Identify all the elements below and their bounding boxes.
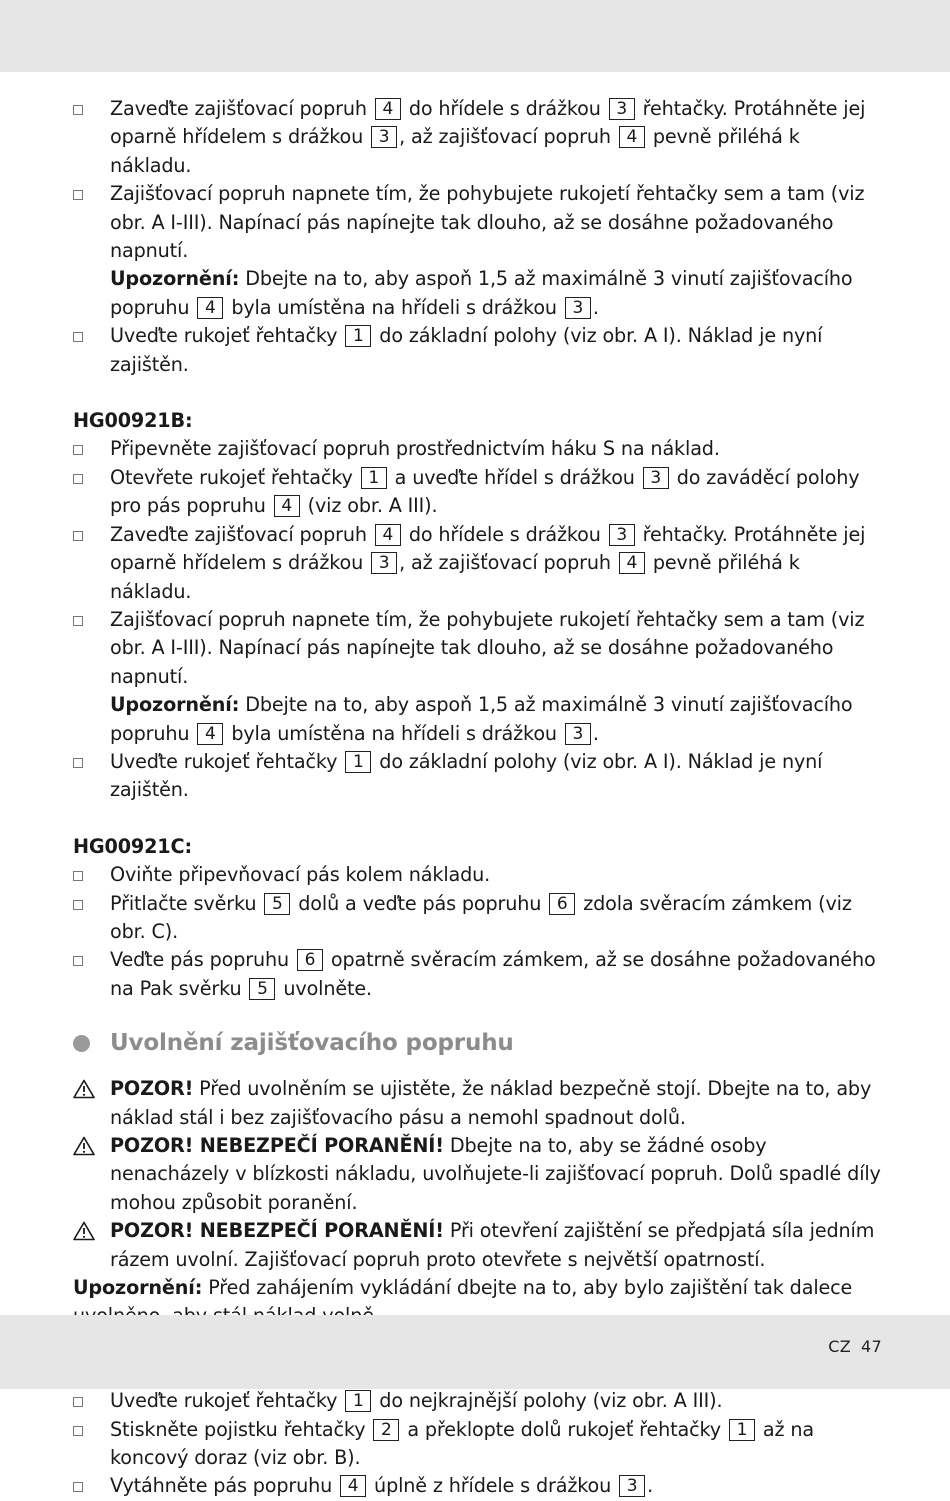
manual-page-content xyxy=(73,95,883,1501)
item-text: do zaváděcí polohy pro pás popruhu xyxy=(110,465,860,518)
part-number-box: 1 xyxy=(729,1419,755,1441)
checkbox-bullet-icon xyxy=(73,956,83,966)
part-number-box: 3 xyxy=(609,524,635,546)
item-text: Uveďte rukojeť řehtačky xyxy=(110,1389,344,1413)
checkbox-bullet-icon xyxy=(73,445,83,455)
item-text: úplně z hřídele s drážkou xyxy=(368,1474,618,1498)
item-text: řehtačky. Protáhněte jej oparně hřídelem s drážkou xyxy=(110,522,866,575)
item-text: Zajišťovací popruh napnete tím, že pohybujete rukojetí řehtačky sem a tam (viz obr. A I-III). Napínací pás napínejte tak dlouho, až se dosáhne požadovaného napnutí. xyxy=(110,607,865,688)
item-text: Veďte pás popruhu xyxy=(110,948,295,972)
list-item xyxy=(73,606,883,748)
item-text: zdola svěracím zámkem (viz obr. C). xyxy=(110,891,852,943)
item-text: . xyxy=(592,721,599,745)
part-number-box: 1 xyxy=(361,467,387,489)
part-number-box: 1 xyxy=(345,1390,371,1412)
list-item xyxy=(73,180,883,322)
model-heading: HG00921B: xyxy=(73,409,193,433)
part-number-box: 1 xyxy=(345,751,371,773)
list-item xyxy=(73,464,883,521)
warning-triangle-icon xyxy=(73,1136,95,1156)
checkbox-bullet-icon xyxy=(73,1426,83,1436)
note-label: Upozornění: xyxy=(110,267,240,291)
part-number-box: 6 xyxy=(297,949,323,971)
note-text: Před zahájením vykládání dbejte na to, aby bylo zajištění tak dalece xyxy=(208,1276,853,1300)
warning-label: POZOR! NEBEZPEČÍ PORANĚNÍ! xyxy=(110,1219,444,1243)
item-text: Dbejte na to, aby aspoň 1,5 až maximálně 3 vinutí zajišťovacího popruhu xyxy=(110,267,853,319)
list-item xyxy=(73,890,883,947)
part-number-box: 4 xyxy=(375,524,401,546)
item-text: . xyxy=(592,295,599,319)
part-number-box: 4 xyxy=(340,1475,366,1497)
checkbox-bullet-icon xyxy=(73,758,83,768)
part-number-box: 6 xyxy=(549,893,575,915)
checkbox-bullet-icon xyxy=(73,474,83,484)
item-text: a uveďte hřídel s drážkou xyxy=(388,465,641,489)
warning-triangle-icon xyxy=(73,1079,95,1099)
part-number-box: 3 xyxy=(609,98,635,120)
model-heading: HG00921C: xyxy=(73,834,192,858)
item-text: Zaveďte zajišťovací popruh xyxy=(110,522,373,546)
item-text: Dbejte na to, aby aspoň 1,5 až maximálně 3 vinutí zajišťovacího popruhu xyxy=(110,693,853,745)
page-footer xyxy=(828,1337,882,1356)
part-number-box: 5 xyxy=(249,978,275,1000)
item-text: . xyxy=(647,1474,654,1498)
item-text: byla umístěna na hřídeli s drážkou xyxy=(225,295,563,319)
item-text: , až zajišťovací popruh xyxy=(399,125,617,149)
item-text: do hřídele s drážkou xyxy=(402,522,607,546)
checkbox-bullet-icon xyxy=(73,105,83,115)
part-number-box: 2 xyxy=(373,1419,399,1441)
item-text: pevně přiléhá k nákladu. xyxy=(110,125,800,177)
warning-item xyxy=(73,1075,883,1132)
part-number-box: 4 xyxy=(619,126,645,148)
list-item xyxy=(73,946,883,1003)
part-number-box: 3 xyxy=(565,723,591,745)
checkbox-bullet-icon xyxy=(73,1482,83,1492)
checkbox-bullet-icon xyxy=(73,616,83,626)
checkbox-bullet-icon xyxy=(73,531,83,541)
item-text: pevně přiléhá k nákladu. xyxy=(110,551,800,603)
item-text: Vytáhněte pás popruhu xyxy=(110,1474,339,1498)
list-item xyxy=(73,1416,883,1473)
checkbox-bullet-icon xyxy=(73,332,83,342)
part-number-box: 4 xyxy=(197,297,223,319)
warning-text: Dbejte na to, aby se žádné osoby nenacházely v blízkosti nákladu, uvolňujete-li zajišťovací popruh. Dolů spadlé díly mohou způsobit poranění. xyxy=(110,1134,881,1214)
list-item xyxy=(73,748,883,805)
part-number-box: 5 xyxy=(264,893,290,915)
warning-item xyxy=(73,1132,883,1217)
list-item xyxy=(73,521,883,606)
page-number: 47 xyxy=(861,1337,882,1356)
warning-item xyxy=(73,1217,883,1274)
note-label: Upozornění: xyxy=(73,1276,203,1300)
item-text: řehtačky. Protáhněte jej oparně hřídelem s drážkou xyxy=(110,97,866,149)
item-text: do nejkrajnější polohy (viz obr. A III). xyxy=(373,1389,723,1413)
list-item xyxy=(73,861,883,889)
checkbox-bullet-icon xyxy=(73,1397,83,1407)
item-text: dolů a veďte pás popruhu xyxy=(292,891,548,915)
item-text: opatrně svěracím zámkem, až se dosáhne požadovaného na Pak svěrku xyxy=(110,948,876,1000)
item-text: byla umístěna na hřídeli s drážkou xyxy=(225,721,563,745)
warning-triangle-icon xyxy=(73,1221,95,1241)
item-text: Stiskněte pojistku řehtačky xyxy=(110,1417,372,1441)
part-number-box: 1 xyxy=(345,325,371,347)
item-text: do základní polohy (viz obr. A I). Náklad je nyní zajištěn. xyxy=(110,749,823,802)
checkbox-bullet-icon xyxy=(73,190,83,200)
part-number-box: 3 xyxy=(619,1475,645,1497)
footer-band xyxy=(0,1315,950,1389)
list-item xyxy=(73,322,883,379)
section-title: Uvolnění zajišťovacího popruhu xyxy=(110,1030,514,1057)
warning-label: POZOR! xyxy=(110,1077,194,1101)
item-text: Zaveďte zajišťovací popruh xyxy=(110,97,373,120)
language-code: CZ xyxy=(828,1337,852,1356)
item-text: a překlopte dolů rukojeť řehtačky xyxy=(401,1417,727,1441)
list-item xyxy=(73,435,883,463)
part-number-box: 4 xyxy=(274,495,300,517)
item-text: Připevněte zajišťovací popruh prostřednictvím háku S na náklad. xyxy=(110,437,720,461)
section-heading xyxy=(73,1027,883,1059)
list-item xyxy=(73,1387,883,1415)
part-number-box: 4 xyxy=(197,723,223,745)
list-item xyxy=(73,1472,883,1500)
checkbox-bullet-icon xyxy=(73,900,83,910)
warning-text: Před uvolněním se ujistěte, že náklad bezpečně stojí. Dbejte na to, aby náklad stál i bez zajišťovacího pásu a nemohl spadnout dolů. xyxy=(110,1077,872,1129)
item-text: do základní polohy (viz obr. A I). Náklad je nyní zajištěn. xyxy=(110,324,823,376)
part-number-box: 4 xyxy=(375,98,401,120)
warning-label: POZOR! NEBEZPEČÍ PORANĚNÍ! xyxy=(110,1134,444,1157)
item-text: (viz obr. A III). xyxy=(301,494,438,518)
warning-text: Při otevření zajištění se předpjatá síla jedním rázem uvolní. Zajišťovací popruh proto otevřete s největší opatrností. xyxy=(110,1219,875,1271)
item-text: do hřídele s drážkou xyxy=(402,97,607,120)
item-text: uvolněte. xyxy=(277,976,372,1000)
item-text: Uveďte rukojeť řehtačky xyxy=(110,749,344,773)
item-text: Otevřete rukojeť řehtačky xyxy=(110,465,359,489)
item-text: Přitlačte svěrku xyxy=(110,891,263,915)
part-number-box: 3 xyxy=(565,297,591,319)
header-band xyxy=(0,0,950,72)
item-text: Zajišťovací popruh napnete tím, že pohybujete rukojetí řehtačky sem a tam (viz obr. A I-III). Napínací pás napínejte tak dlouho, až se dosáhne požadovaného napnutí. xyxy=(110,182,865,263)
part-number-box: 3 xyxy=(643,467,669,489)
section-dot-icon xyxy=(73,1035,90,1052)
part-number-box: 3 xyxy=(371,552,397,574)
part-number-box: 3 xyxy=(371,126,397,148)
part-number-box: 4 xyxy=(619,552,645,574)
item-text: Uveďte rukojeť řehtačky xyxy=(110,324,344,348)
checkbox-bullet-icon xyxy=(73,871,83,881)
note-label: Upozornění: xyxy=(110,693,240,717)
item-text: až na koncový doraz (viz obr. B). xyxy=(110,1417,814,1470)
item-text: , až zajišťovací popruh xyxy=(399,551,617,575)
item-text: Oviňte připevňovací pás kolem nákladu. xyxy=(110,863,491,887)
list-item xyxy=(73,95,883,180)
